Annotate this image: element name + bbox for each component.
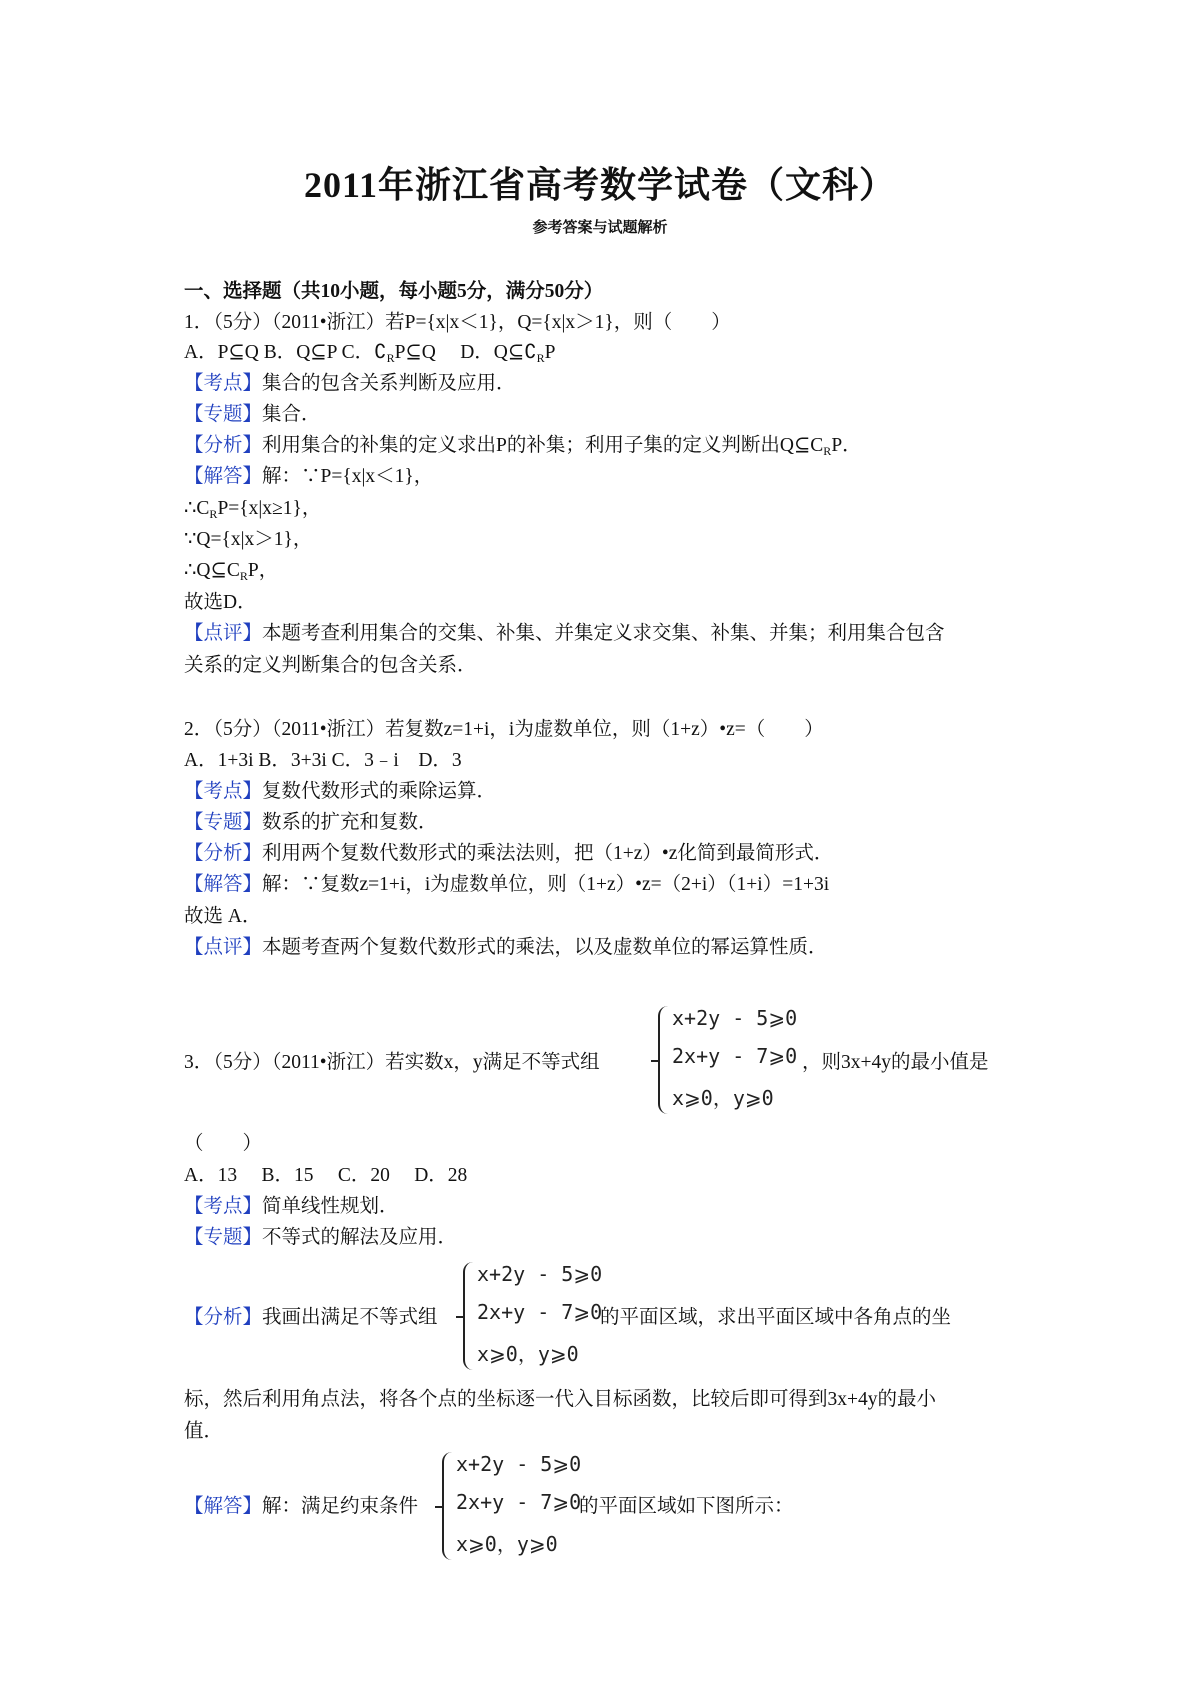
q3-fenxi-system-row-3: x⩾0，y⩾0 — [477, 1342, 579, 1366]
q2-kaodian-text: 复数代数形式的乘除运算． — [262, 781, 497, 802]
q1-step3-b: P， — [247, 560, 279, 581]
q3-jieda-system-row-1: x+2y - 5⩾0 — [456, 1452, 582, 1476]
q1-options — [184, 340, 556, 366]
q1-step3 — [184, 558, 278, 584]
q3-options: A．13 B．15 C．20 D．28 — [184, 1165, 468, 1186]
q2-fenxi — [184, 841, 833, 867]
q2-step1: 故选 A． — [184, 906, 262, 927]
brace-glyph — [658, 1006, 669, 1114]
q3-stem-a: 3．（5分）（2011•浙江）若实数x，y满足不等式组 — [184, 1052, 600, 1073]
q3-kaodian-text: 简单线性规划． — [262, 1196, 399, 1217]
brace-glyph — [463, 1262, 474, 1370]
q3-jieda-b: 的平面区域如下图所示： — [579, 1496, 794, 1517]
q1-step3-a: ∴Q⊆C — [184, 560, 240, 581]
q1-fenxi-a: 利用集合的补集的定义求出P的补集；利用子集的定义判断出Q⊆C — [262, 435, 824, 456]
q1-options-a: A．P⊆Q B．Q⊆P C．∁ — [184, 342, 387, 363]
q3-jieda-system-row-2: 2x+y - 7⩾0 — [456, 1490, 582, 1514]
q2-dianping — [184, 935, 828, 961]
q3-fenxi-b: 的平面区域，求出平面区域中各角点的坐 — [600, 1307, 952, 1328]
q1-options-c: P — [544, 342, 556, 363]
q1-dianping-cont: 关系的定义判断集合的包含关系． — [184, 655, 477, 676]
q1-jieda-text: 解：∵P={x|x＜1}， — [262, 466, 434, 487]
q2-zhuanti-text: 数系的扩充和复数． — [262, 812, 438, 833]
q3-kaodian — [184, 1194, 399, 1220]
q3-fenxi-a: 我画出满足不等式组 — [262, 1307, 438, 1328]
q1-zhuanti-tag: 【专题】 — [184, 404, 263, 425]
q3-fenxi-system-row-1: x+2y - 5⩾0 — [477, 1262, 603, 1286]
q3-jieda-inequality-system — [442, 1452, 582, 1560]
q1-jieda-tag: 【解答】 — [184, 466, 263, 487]
q1-options-b: P⊆Q D．Q⊆∁ — [394, 342, 537, 363]
q3-fenxi — [184, 1305, 438, 1331]
q1-kaodian-tag: 【考点】 — [184, 373, 263, 394]
q1-dianping-1: 本题考查利用集合的交集、补集、并集定义求交集、补集、并集；利用集合包含 — [262, 623, 945, 644]
brace-glyph — [442, 1452, 453, 1560]
q3-stem-c: （ ） — [184, 1133, 263, 1154]
q2-stem: 2．（5分）（2011•浙江）若复数z=1+i，i为虚数单位，则（1+z）•z=（ ） — [184, 719, 824, 740]
q1-kaodian — [184, 371, 516, 397]
page-title: 2011年浙江省高考数学试卷（文科） — [303, 165, 896, 205]
q2-options: A．1+3i B．3+3i C．3﹣i D．3 — [184, 750, 462, 771]
q1-options-sub1: R — [386, 351, 395, 365]
q3-fenxi-system-row-2: 2x+y - 7⩾0 — [477, 1300, 603, 1324]
q3-zhuanti-text: 不等式的解法及应用． — [262, 1227, 458, 1248]
q1-jieda — [184, 464, 433, 490]
q1-fenxi — [184, 433, 862, 459]
q2-fenxi-text: 利用两个复数代数形式的乘法法则，把（1+z）•z化简到最简形式． — [262, 843, 834, 864]
q3-fenxi-inequality-system — [463, 1262, 603, 1370]
section-heading: 一、选择题（共10小题，每小题5分，满分50分） — [184, 281, 604, 302]
q3-stem-b: ，则3x+4y的最小值是 — [802, 1052, 989, 1073]
q3-jieda-a: 解：满足约束条件 — [262, 1496, 419, 1517]
q3-zhuanti — [184, 1225, 457, 1251]
q3-kaodian-tag: 【考点】 — [184, 1196, 263, 1217]
q3-jieda — [184, 1494, 418, 1520]
q3-system-row-1: x+2y - 5⩾0 — [672, 1006, 798, 1030]
q1-fenxi-b: P． — [831, 435, 862, 456]
q2-jieda — [184, 872, 829, 898]
q3-system-row-3: x⩾0，y⩾0 — [672, 1086, 774, 1110]
q2-dianping-text: 本题考查两个复数代数形式的乘法，以及虚数单位的幂运算性质． — [262, 937, 828, 958]
q3-fenxi-d: 值． — [184, 1421, 224, 1442]
q2-kaodian — [184, 779, 496, 805]
q1-step1-a: ∴C — [184, 498, 210, 519]
q2-jieda-tag: 【解答】 — [184, 874, 263, 895]
q2-zhuanti — [184, 810, 438, 836]
q1-step4: 故选D． — [184, 592, 257, 613]
q3-jieda-tag: 【解答】 — [184, 1496, 263, 1517]
q1-step1 — [184, 496, 321, 522]
q3-fenxi-tag: 【分析】 — [184, 1307, 263, 1328]
q3-system-row-2: 2x+y - 7⩾0 — [672, 1044, 798, 1068]
q1-dianping — [184, 621, 945, 647]
q1-step3-sub: R — [239, 569, 248, 583]
q2-fenxi-tag: 【分析】 — [184, 843, 263, 864]
q1-step1-b: P={x|x≥1}， — [217, 498, 322, 519]
q1-zhuanti-text: 集合． — [262, 404, 321, 425]
q3-zhuanti-tag: 【专题】 — [184, 1227, 263, 1248]
q1-step2: ∵Q={x|x＞1}， — [184, 529, 313, 550]
q1-fenxi-sub: R — [823, 444, 832, 458]
page-subtitle: 参考答案与试题解析 — [532, 220, 668, 236]
q2-jieda-text: 解：∵复数z=1+i，i为虚数单位，则（1+z）•z=（2+i）（1+i）=1+3i — [262, 874, 830, 895]
q3-fenxi-c: 标，然后利用角点法，将各个点的坐标逐一代入目标函数，比较后即可得到3x+4y的最小 — [184, 1389, 936, 1410]
q1-zhuanti — [184, 402, 321, 428]
q3-jieda-system-row-3: x⩾0，y⩾0 — [456, 1532, 558, 1556]
q2-zhuanti-tag: 【专题】 — [184, 812, 263, 833]
q1-fenxi-tag: 【分析】 — [184, 435, 263, 456]
q1-stem: 1．（5分）（2011•浙江）若P={x|x＜1}，Q={x|x＞1}，则（ ） — [184, 312, 731, 333]
q3-inequality-system — [658, 1006, 808, 1114]
q1-options-sub2: R — [536, 351, 545, 365]
q1-step1-sub: R — [209, 507, 218, 521]
q1-dianping-tag: 【点评】 — [184, 623, 263, 644]
q2-dianping-tag: 【点评】 — [184, 937, 263, 958]
q2-kaodian-tag: 【考点】 — [184, 781, 263, 802]
q1-kaodian-text: 集合的包含关系判断及应用． — [262, 373, 516, 394]
